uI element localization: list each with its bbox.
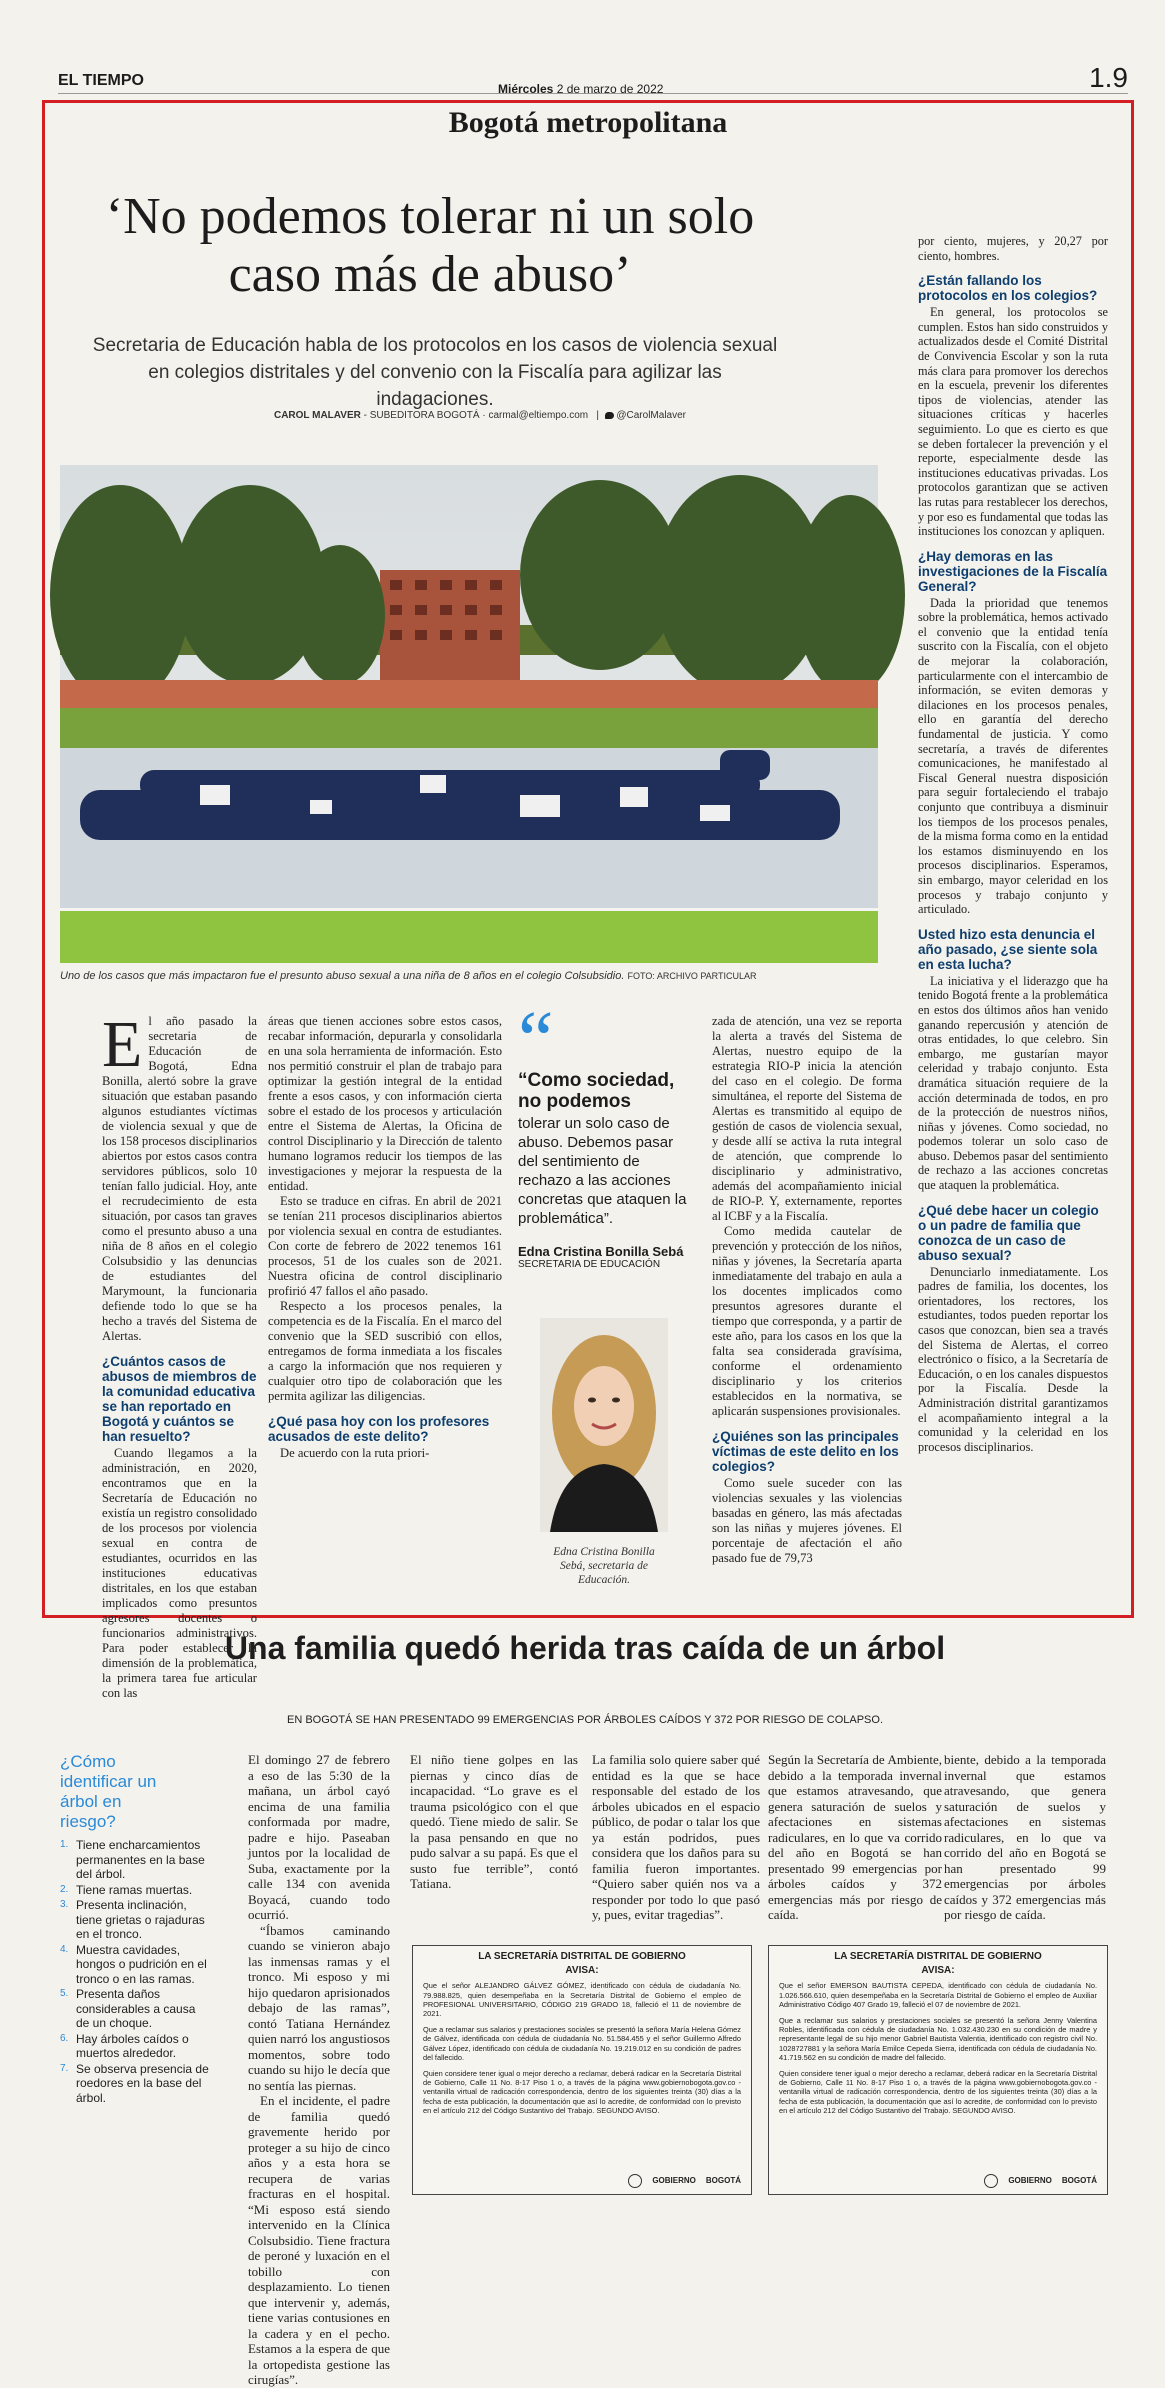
list-item: 1. Tiene encharcamientos permanentes en la base del árbol.: [60, 1838, 205, 1881]
question-heading: ¿Quiénes son las principales víctimas de este delito en los colegios?: [712, 1429, 899, 1474]
quote-mark-icon: “: [518, 996, 554, 1084]
seal-icon: [984, 2174, 998, 2188]
question-heading: ¿Qué pasa hoy con los profesores acusados de este delito?: [268, 1414, 490, 1444]
list-item: 3. Presenta inclinación, tiene grietas o rajaduras en el tronco.: [60, 1898, 205, 1941]
list-item: 2. Tiene ramas muertas.: [60, 1882, 193, 1897]
quote-author: Edna Cristina Bonilla Sebá: [518, 1244, 684, 1259]
article-column-1: E l año pasado la secretaria de Educación de Bogotá, Edna Bonilla, alertó sobre la grave situación que estaban pasando algunos estudiantes víctimas de violencia sexual y que de los 158 procesos disciplinarios abiertos por estos casos contra servidores públicos, solo 10 tenían fallo judicial. Hoy, ante el recrudecimiento de esta situación, por casos tan graves como el presunto abuso a una niña de 8 años en el colegio Colsubsidio y las denuncias de estudiantes del Marymount, la funcionaria defiende todo lo que se ha hecho a través del Sistema de Alertas. ¿Cuántos casos de abusos de miembros de la comunidad educativa se han reportado en Bogotá y cuántos se han resuelto? Cuando llegamos a la administración, en 2020, encontramos que en la Secretaría de Educación no existía un registro consolidado de los procesos por violencia sexual en contra de estudiantes, ocurridos en las instituciones educativas distritales, en los que estaban implicados como presuntos agresores docentes o funcionarios administrativos. Para poder establecer la dimensión de la problemática, la primera tarea fue articular con las: [102, 1008, 257, 1700]
second-column-3: La familia solo quiere saber qué entidad es la que se hace responsable del estado de los árboles ubicados en el espacio público, de podar o talar los que ya están podridos, pues considera que los daños para su familia fueron importantes. “Quiero saber quién nos va a responder por todo lo que pasó y, pues, evitar tragedias”.: [592, 1752, 760, 1922]
legal-notice-2: LA SECRETARÍA DISTRITAL DE GOBIERNO AVISA: Que el señor EMERSON BAUTISTA CEPEDA, identificado con cédula de ciudadanía No. 1.026.566.610, quien desempeñaba en la Secretaría Distrital de Gobierno el empleo de Auxiliar Administrativo Código 407 Grado 19, falleció el 07 de noviembre de 2021. Que a reclamar sus salarios y prestaciones sociales se presentó la señora Jenny Valentina Robles, identificada con cédula de ciudadanía No. 1.032.430.230 en su condición de madre y representante legal de su hijo menor Gabriel Bautista Valentia, identificado con registro civil No. 1028727881 y la señora María Emilce Cepeda Sierra, identificada con cédula de ciudadanía No. 41.719.562 en su condición de madre del fallecido. Quien considere tener igual o mejor derecho a reclamar, deberá radicar en la Secretaría Distrital de Gobierno, Calle 11 No. 8-17 Piso 1 o, a través de la página www.gobiernobogota.gov.co - ventanilla virtual de radicación correspondencia, dentro de los siguientes treinta (30) días a la fecha de esta publicación, la documentación que así lo acredite, de conformidad con lo previsto en el artículo 212 del Código Sustantivo del Trabajo. SEGUNDO AVISO. GOBIERNO BOGOTÁ: [768, 1945, 1108, 2195]
portrait-photo: [540, 1318, 668, 1532]
second-column-1: El domingo 27 de febrero a eso de las 5:30 de la mañana, un árbol cayó encima de una familia conformada por madre, padre e hijo. Paseaban juntos por la localidad de Suba, exactamente por la calle 134 con avenida Boyacá, cuando todo ocurrió. “Íbamos caminando cuando se vinieron abajo las inmensas ramas y el tronco. Mi esposo y mi hijo quedaron aprisionados debajo de las ramas”, contó Tatiana Hernández quien narró los angustiosos momentos, sobre todo cuando su hijo le decía que no sentía las piernas. En el incidente, el padre de familia quedó gravemente herido por proteger a su hijo de cinco años y a esta hora se recupera de varias fracturas en el hospital. “Mi esposo está siendo intervenido en la Clínica Colsubsidio. Tiene fractura de peroné y luxación en el tobillo con desplazamiento. Lo tienen que intervenir y, además, tiene varias contusiones en la cadera y en el pecho. Estamos a la espera de que la ortopedista gestione las cirugías”.: [248, 1752, 390, 2387]
question-heading: Usted hizo esta denuncia el año pasado, ¿se siente sola en esta lucha?: [918, 926, 1098, 972]
legal-notice-1: LA SECRETARÍA DISTRITAL DE GOBIERNO AVISA: Que el señor ALEJANDRO GÁLVEZ GÓMEZ, identificado con cédula de ciudadanía No. 79.988.825, quien desempeñaba en la Secretaría Distrital de Gobierno el empleo de PROFESIONAL UNIVERSITARIO, CÓDIGO 219 GRADO 18, falleció el 11 de noviembre de 2021. Que a reclamar sus salarios y prestaciones sociales se presentó la señora María Helena Gómez de Gálvez, identificada con cédula de ciudadanía No. 51.584.455 y el señor Guillermo Alfredo Gálvez López, identificado con cédula de ciudadanía No. 19.219.012 en su condición de padres del fallecido. Quien considere tener igual o mejor derecho a reclamar, deberá radicar en la Secretaría Distrital de Gobierno, Calle 11 No. 8-17 Piso 1 o, a través de la página www.gobiernobogota.gov.co - ventanilla virtual de radicación correspondencia, dentro de los siguientes treinta (30) días a la fecha de esta publicación, la documentación que así lo acredite, de conformidad con lo previsto en el artículo 212 del Código Sustantivo del Trabajo. SEGUNDO AVISO. GOBIERNO BOGOTÁ: [412, 1945, 752, 2195]
section-title: Bogotá metropolitana: [448, 106, 728, 139]
photo-caption: Uno de los casos que más impactaron fue el presunto abuso sexual a una niña de 8 años en el colegio Colsubsidio. FOTO: ARCHIVO PARTICULAR: [60, 970, 757, 982]
second-column-5: biente, debido a la temporada invernal que estamos atravesando, que genera saturación de suelos y afectaciones en sistemas radiculares, en lo que va corrido del año en Bogotá se han presentado 99 emergencias por árboles caídos y 372 emergencias más por riesgo de caída.: [944, 1752, 1106, 1922]
ad-logos: GOBIERNO BOGOTÁ: [984, 2174, 1097, 2188]
list-item: 4. Muestra cavidades, hongos o pudrición en el tronco o en las ramas.: [60, 1942, 207, 1986]
second-headline: Una familia quedó herida tras caída de un árbol: [224, 1630, 946, 1666]
page-number: 1.9: [1089, 62, 1128, 93]
tips-list: [60, 1838, 210, 2106]
brand-logo: EL TIEMPO: [58, 72, 144, 89]
issue-date: Miércoles 2 de marzo de 2022: [498, 82, 664, 96]
article-headline: ‘No podemos tolerar ni un solo caso más de abuso’: [105, 188, 755, 303]
masthead: [58, 62, 1128, 96]
twitter-icon: [605, 412, 614, 419]
seal-icon: [628, 2174, 642, 2188]
question-heading: ¿Cuántos casos de abusos de miembros de la comunidad educativa se han reportado en Bogotá y cuántos se han resuelto?: [102, 1354, 257, 1444]
second-kicker: EN BOGOTÁ SE HAN PRESENTADO 99 EMERGENCIAS POR ÁRBOLES CAÍDOS Y 372 POR RIESGO DE COLAPSO.: [287, 1714, 883, 1726]
author-twitter: @CarolMalaver: [616, 410, 686, 421]
article-photo: [60, 465, 878, 963]
portrait-caption: Edna Cristina Bonilla Sebá, secretaria de Educación.: [553, 1546, 655, 1586]
pull-quote: “ “Como sociedad, no podemos tolerar un solo caso de abuso. Debemos pasar del sentimiento de rechazo a las acciones concretas que ataquen la problemática”. Edna Cristina Bonilla Sebá SECRETARIA DE EDUCACIÓN: [518, 996, 687, 1270]
author-name: CAROL MALAVER: [273, 410, 361, 421]
article-column-5: por ciento, mujeres, y 20,27 por ciento, hombres. ¿Están fallando los protocolos en los colegios? En general, los protocolos se cumplen. Estos han sido construidos y actualizados desde el Comité Distrital de Convivencia Escolar y son la ruta más clara para promover los derechos en la escuela, prevenir los diferentes tipos de violencias, atender las situaciones críticas y hacerles seguimiento. Lo que es cierto es que se deben fortalecer la prevención y el reporte, especialmente desde las instituciones educativas privadas. Los protocolos garantizan que se activen las rutas para restablecer los derechos, y por eso es fundamental que todas las instituciones los conozcan y apliquen. ¿Hay demoras en las investigaciones de la Fiscalía General? Dada la prioridad que tenemos sobre la problemática, hemos activado el convenio que la entidad tenía suscrito con la Fiscalía, con el objeto de mejorar la colaboración, particularmente con el intercambio de información, se eviten demoras y dilaciones en los procesos penales, ello en garantía del derecho fundamental de justicia. Y como secretaría, a través de diferentes comunicaciones, he manifestado al Fiscal General nuestra disposición para seguir fortaleciendo el trabajo conjunto que contribuya a disminuir los tiempos de los procesos penales, de la misma forma como en la entidad los estamos disminuyendo en los procesos disciplinarios. Esperamos, sin embargo, mayor celeridad en los procesos y trabajo conjunto y articulado. Usted hizo esta denuncia el año pasado, ¿se siente sola en esta lucha? La iniciativa y el liderazgo que ha tenido Bogotá frente a la problemática en estos dos últimos años han venido ganando repercusión y atención de otras entidades, lo que celebro. Sin embargo, me gustarían mayor celeridad y trabajo conjunto. Esta dramática situación requiere de la acción determinada de todos, en pro de la protección de nuestros niños, niñas y jóvenes. Como sociedad, no podemos tolerar un solo caso de abuso. Debemos pasar del sentimiento de rechazo a las acciones concretas que ataquen la problemática. ¿Qué debe hacer un colegio o un padre de familia que conozca de un caso de abuso sexual? Denunciarlo inmediatamente. Los padres de familia, los docentes, los orientadores, los rectores, los estudiantes, todos pueden reportar los casos que conozcan, bien sea a través del Sistema de Alertas, el correo electrónico o físico, a la Secretaría de Educación, o en los canales dispuestos por la Fiscalía. Desde la Administración distrital garantizamos el acompañamiento integral a la comunidad y la celeridad en los procesos disciplinarios.: [918, 234, 1108, 1454]
sidebar-title: ¿Cómo identificar un árbol en riesgo?: [60, 1752, 157, 1831]
quote-role: SECRETARIA DE EDUCACIÓN: [518, 1259, 661, 1270]
article-column-2: áreas que tienen acciones sobre estos casos, recabar información, depurarla y consolidarla en una sola herramienta de información. Esto nos permitió construir el plan de trabajo para optimizar la gestión integral de la entidad frente a esos casos, y con información cierta sobre el estado de los procesos y articulación entre el Sistema de Alertas, la Oficina de control Disciplinario y la Dirección de talento humano logramos reducir los tiempos de las investigaciones y mejorar la respuesta de la entidad. Esto se traduce en cifras. En abril de 2021 se tenían 211 procesos disciplinarios abiertos por violencia sexual en contra de estudiantes. Con corte de febrero de 2022 tenemos 161 procesos, 51 de los cuales son de 2021. Nuestra oficina de control disciplinario profirió 47 fallos el año pasado. Respecto a los procesos penales, la competencia es de la Fiscalía. En el marco del convenio que la SED suscribió con ellos, entregamos de forma inmediata a los fiscales a cargo la información que nos requieren y cualquier otro tipo de colaboración que les permita agilizar las diligencias. ¿Qué pasa hoy con los profesores acusados de este delito? De acuerdo con la ruta priori-: [268, 1014, 502, 1460]
list-item: 6. Hay árboles caídos o muertos alrededor.: [60, 2031, 189, 2060]
question-heading: ¿Hay demoras en las investigaciones de la Fiscalía General?: [918, 548, 1108, 594]
article-column-4: zada de atención, una vez se reporta la alerta a través del Sistema de Alertas, nuestro equipo de la estrategia RIO-P inicia la atención del caso en el colegio. De forma simultánea, el reporte del Sistema de Alertas es transmitido al equipo de gestión de casos de violencia sexual, y desde allí se activa la ruta integral de atención, que comprende lo disciplinario y administrativo, además del acompañamiento inicial de RIO-P. Y, externamente, reportes al ICBF y a la Fiscalía. Como medida cautelar de prevención y protección de los niños, niñas y jóvenes, la Secretaría aparta inmediatamente del trabajo en aula a los docentes implicados como presuntos agresores durante el tiempo que corresponda, y a partir de este año, para los casos en los que la falta sea considerada gravísima, conforme el ordenamiento disciplinario y los criterios establecidos en la normativa, se aplicarán suspensiones provisionales. ¿Quiénes son las principales víctimas de este delito en los colegios? Como suele suceder con las violencias sexuales y las violencias basadas en género, las más afectadas son las niñas y mujeres jóvenes. El porcentaje de afectación el año pasado fue de 79,73: [712, 1014, 902, 1565]
list-item: 7. Se observa presencia de roedores en la base del árbol.: [60, 2061, 209, 2105]
second-column-2: El niño tiene golpes en las piernas y cinco días de incapacidad. “Lo grave es el trauma psicológico con el que quedó. Tiene miedo de salir. Se la pasa pensando en que no pudo salvar a su papá. Es que el susto fue terrible”, contó Tatiana.: [410, 1752, 578, 1891]
drop-cap: E: [102, 1008, 143, 1081]
list-item: 5. Presenta daños considerables a causa de un choque.: [60, 1987, 196, 2030]
byline: CAROL MALAVER - SUBEDITORA BOGOTÁ · carmal@eltiempo.com | @CarolMalaver: [273, 410, 686, 421]
ad-logos: GOBIERNO BOGOTÁ: [628, 2174, 741, 2188]
second-column-4: Según la Secretaría de Ambiente, debido a la temporada invernal que estamos atravesando, que genera saturación de suelos y afectaciones en sistemas radiculares, en lo que va corrido del año en Bogotá se han presentado 99 emergencias por árboles caídos y 372 emergencias más por riesgo de caída.: [768, 1752, 942, 1922]
question-heading: ¿Están fallando los protocolos en los colegios?: [918, 273, 1098, 304]
article-deck: Secretaria de Educación habla de los protocolos en los casos de violencia sexual en colegios distritales y del convenio con la Fiscalía para agilizar las indagaciones.: [92, 335, 778, 410]
question-heading: ¿Qué debe hacer un colegio o un padre de familia que conozca de un caso de abuso sexual?: [918, 1202, 1099, 1263]
photo-credit: FOTO: ARCHIVO PARTICULAR: [627, 971, 757, 981]
